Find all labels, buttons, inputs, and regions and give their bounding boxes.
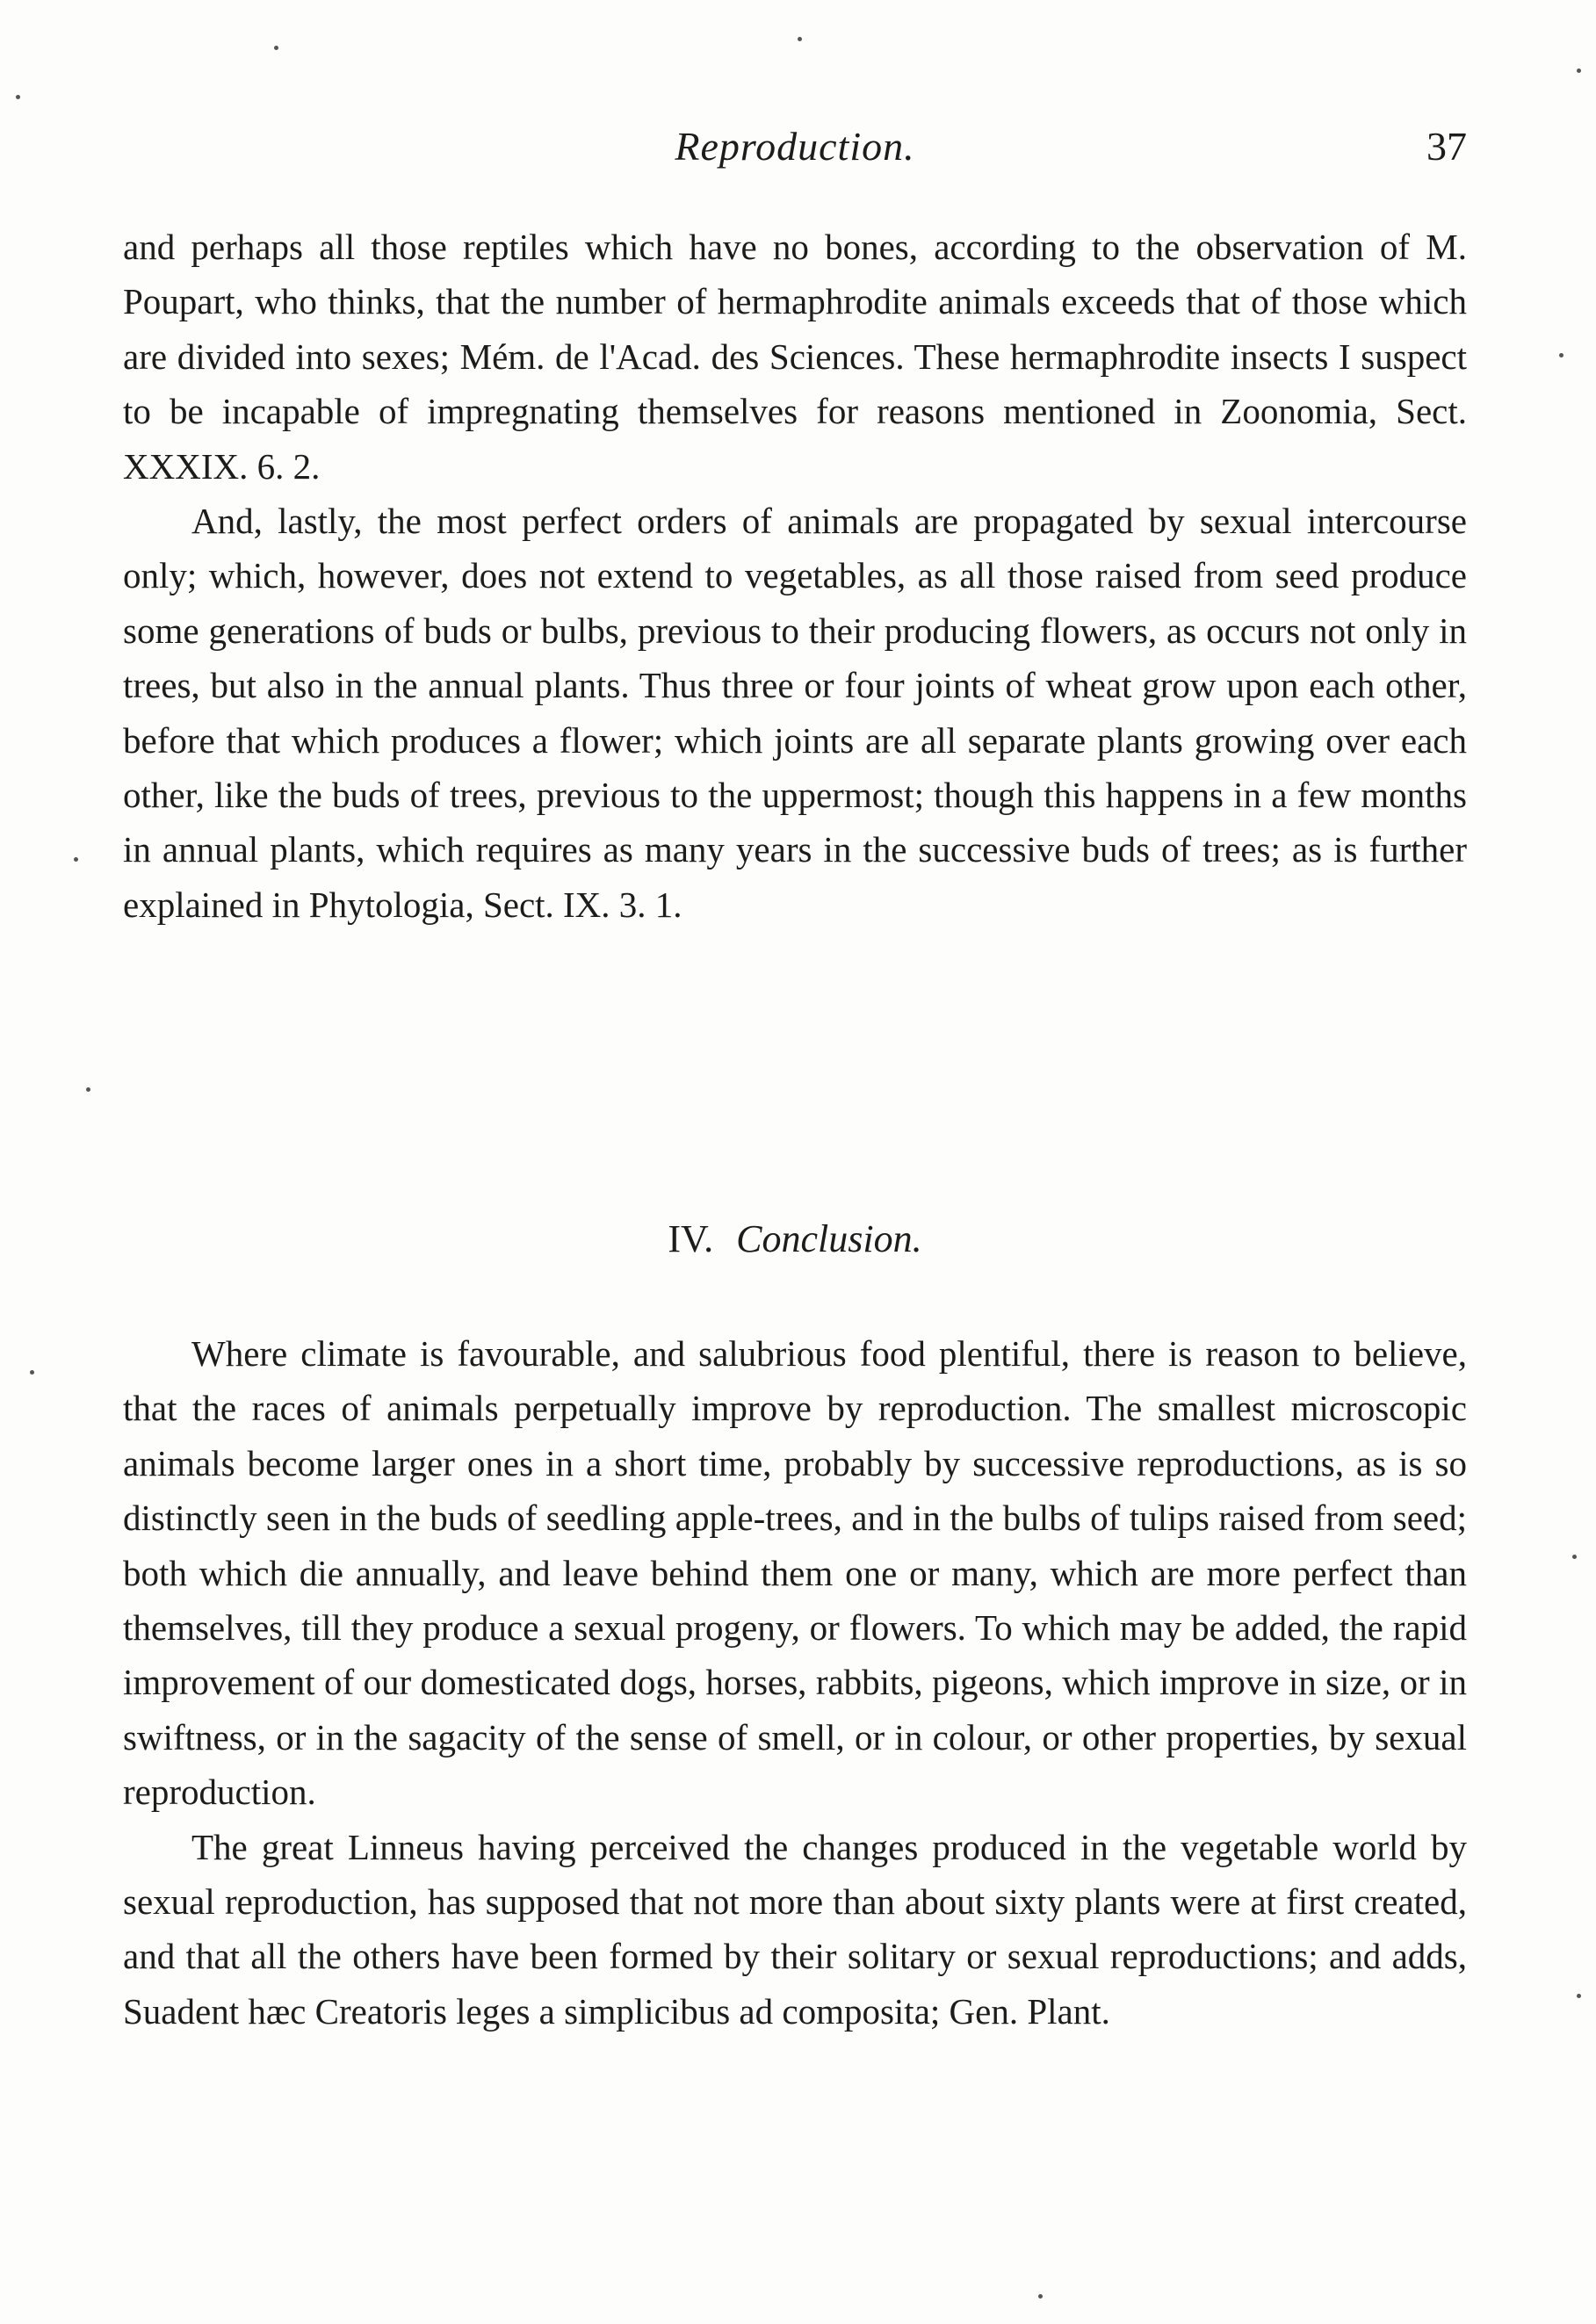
section-3-continued [123,220,1467,932]
scan-speck [274,46,278,50]
scan-speck [1572,1555,1577,1559]
page-number: 37 [1426,124,1467,169]
scan-speck [1577,1994,1581,1998]
running-head [123,123,1467,184]
running-title: Reproduction. [675,124,915,169]
scan-speck [86,1087,90,1092]
scan-speck [798,37,802,41]
paragraph-continued: and perhaps all those reptiles which have no bones, according to the observation of M. Poupart, who thinks, that the number of hermaphrodite animals exceeds that of those which are divided into sexes; Mém. de l'Acad. des Sciences. These hermaphrodite insects I suspect to be incapable of impregnating themselves for reasons mentioned in Zoonomia, Sect. XXXIX. 6. 2. [123,227,1467,487]
scan-speck [30,1370,34,1375]
paragraph-linneus: The great Linneus having perceived the changes produced in the vegetable world by sexual reproduction, has supposed that not more than about sixty plants were at first created, and that all the others have been formed by their solitary or sexual reproductions; and adds, Suadent hæc Creatoris leges a simplicibus ad composita; Gen. Plant. [123,1826,1467,2032]
section-title: Conclusion. [736,1217,922,1260]
paragraph-sexual-intercourse: And, lastly, the most perfect orders of animals are propagated by sexual intercourse only; which, however, does not extend to vegetables, as all those raised from seed produce some generations of buds or bulbs, previous to their producing flowers, as occurs not only in trees, but also in the annual plants. Thus three or four joints of wheat grow upon each other, before that which produces a flower; which joints are all separate plants growing over each other, like the buds of trees, previous to the uppermost; though this happens in a few months in annual plants, which requires as many years in the successive buds of trees; as is further explained in Phytologia, Sect. IX. 3. 1. [123,501,1467,925]
scan-speck [1559,353,1564,357]
paragraph-climate: Where climate is favourable, and salubrious food plentiful, there is reason to believe, that the races of animals perpetually improve by reproduction. The smallest microscopic animals become larger ones in a short time, probably by successive reproductions, as is so distinctly seen in the buds of seedling apple-trees, and in the bulbs of tulips raised from seed; both which die annually, and leave behind them one or many, which are more perfect than themselves, till they produce a sexual progeny, or flowers. To which may be added, the rapid improvement of our domesticated dogs, horses, rabbits, pigeons, which improve in size, or in swiftness, or in the sagacity of the sense of smell, or in colour, or other properties, by sexual reproduction. [123,1333,1467,1813]
section-heading [123,1216,1467,1261]
scan-speck [74,857,78,862]
scan-speck [1577,69,1581,73]
section-number: IV. [668,1217,714,1260]
section-4-body [123,1326,1467,2039]
scan-speck [16,95,20,99]
scan-speck [1038,2294,1043,2299]
